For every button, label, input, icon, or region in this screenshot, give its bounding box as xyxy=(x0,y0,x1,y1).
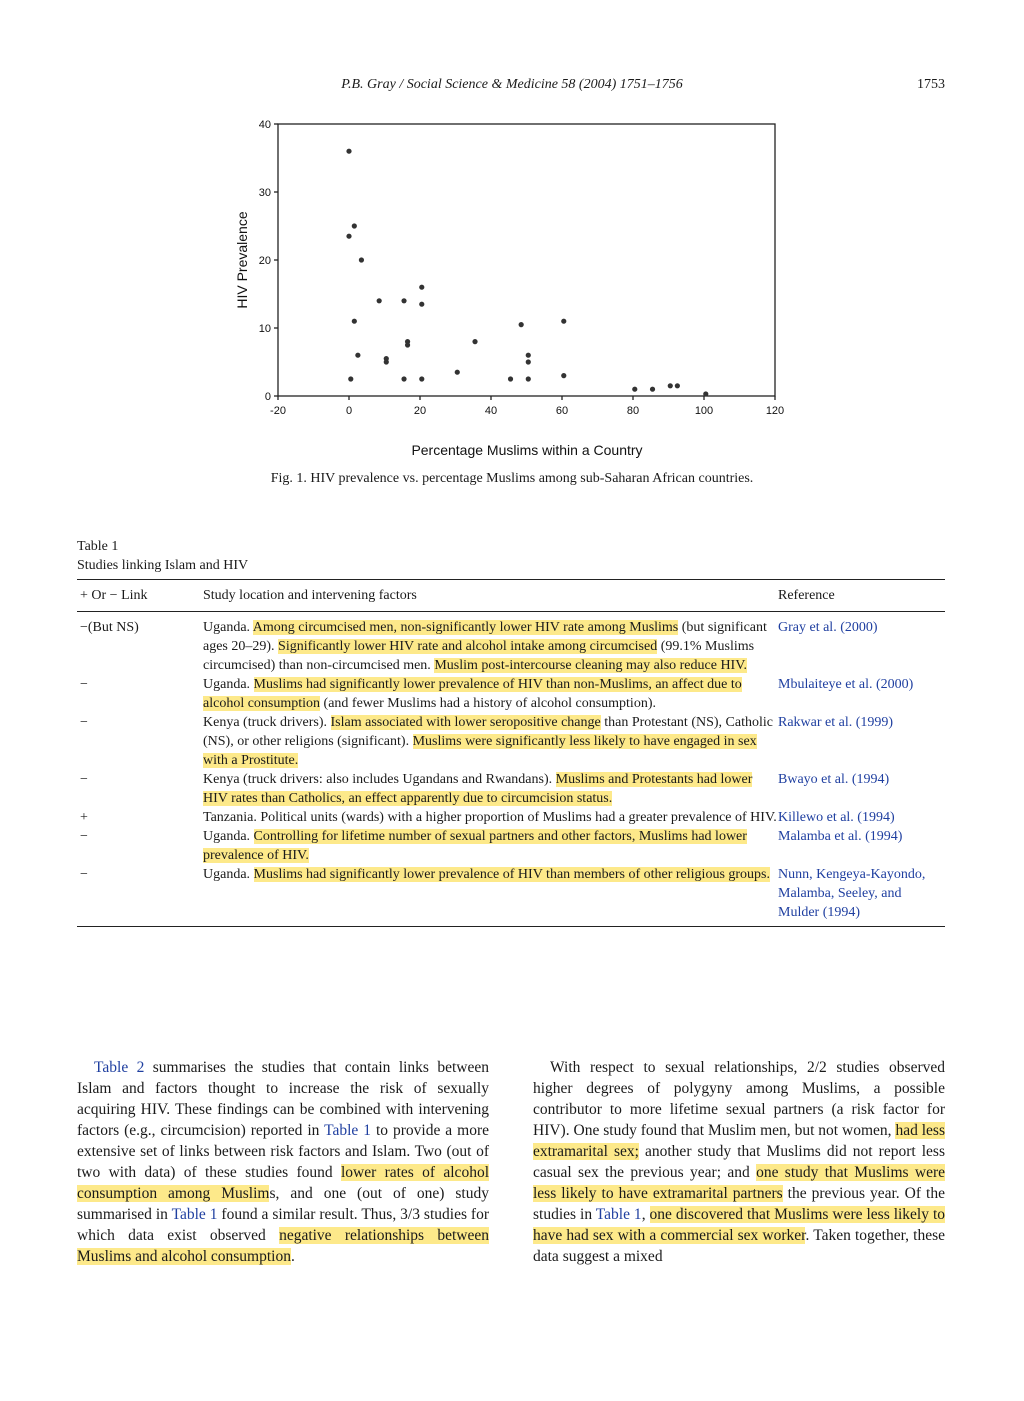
header-study: Study location and intervening factors xyxy=(203,580,778,612)
header-link: + Or − Link xyxy=(77,580,203,612)
studies-table-wrapper xyxy=(77,579,945,927)
data-point xyxy=(526,359,531,364)
y-tick-label: 30 xyxy=(258,187,271,199)
text-segment: Uganda. xyxy=(203,620,253,635)
text-segment: Uganda. xyxy=(203,677,254,692)
table-number: Table 1 xyxy=(77,539,119,554)
data-point xyxy=(526,376,531,381)
x-tick-label: 20 xyxy=(413,405,427,417)
data-point xyxy=(346,149,351,154)
study-description-cell xyxy=(203,675,778,713)
text-segment: (but significant ages 20–29). xyxy=(203,620,767,654)
data-point xyxy=(472,339,477,344)
page-number: 1753 xyxy=(917,77,945,92)
text-segment: . Taken together, these data suggest a mixed xyxy=(533,1227,945,1265)
x-tick-label: 80 xyxy=(626,405,640,417)
text-segment: to provide a more extensive set of links between risk factors and Islam. Two (out of two with data) of these studies found xyxy=(77,1122,489,1181)
link-direction-cell: − xyxy=(80,829,88,844)
table-reference-link[interactable]: Table 1 xyxy=(324,1122,371,1139)
reference-link[interactable]: Gray et al. (2000) xyxy=(778,620,878,635)
text-segment: Kenya (truck drivers). xyxy=(203,715,331,730)
link-direction-cell: −(But NS) xyxy=(80,620,139,635)
text-segment: Kenya (truck drivers: also includes Ugandans and Rwandans). xyxy=(203,772,556,787)
highlighted-text: negative relationships between Muslims and alcohol consumption xyxy=(77,1227,489,1265)
link-direction-cell: − xyxy=(80,677,88,692)
data-point xyxy=(401,298,406,303)
text-segment: , xyxy=(641,1206,650,1223)
header-reference: Reference xyxy=(778,580,945,612)
table-row xyxy=(77,827,945,865)
link-direction-cell: − xyxy=(80,772,88,787)
x-tick-label: 40 xyxy=(484,405,498,417)
text-segment: . xyxy=(290,1248,295,1265)
y-tick-label: 0 xyxy=(264,391,271,403)
journal-citation: P.B. Gray / Social Science & Medicine 58 (2004) 1751–1756 xyxy=(341,77,683,92)
table-title: Studies linking Islam and HIV xyxy=(77,558,249,573)
data-point xyxy=(377,298,382,303)
x-axis-ticks xyxy=(270,396,784,417)
highlighted-text: one study that Muslims were less likely to have extramarital partners xyxy=(533,1164,946,1202)
table-header-row xyxy=(77,580,945,612)
y-tick-label: 10 xyxy=(258,323,271,335)
data-point xyxy=(401,376,406,381)
table-heading xyxy=(77,537,248,575)
highlighted-text: Muslims had significantly lower prevalence of HIV than non-Muslims, an affect due to alcohol consumption xyxy=(203,677,742,711)
data-point xyxy=(526,353,531,358)
text-segment: Uganda. xyxy=(203,867,254,882)
scatter-chart xyxy=(228,110,808,460)
highlighted-text: Muslims were significantly less likely to have engaged in sex with a Prostitute. xyxy=(203,734,757,768)
table-row xyxy=(77,713,945,770)
study-description-cell xyxy=(203,770,778,808)
x-tick-label: 100 xyxy=(694,405,714,417)
text-segment: (and fewer Muslims had a history of alcohol consumption). xyxy=(320,696,656,711)
data-point xyxy=(632,387,637,392)
data-points xyxy=(346,149,708,397)
reference-link[interactable]: Rakwar et al. (1999) xyxy=(778,715,894,730)
data-point xyxy=(359,257,364,262)
data-point xyxy=(455,370,460,375)
data-point xyxy=(519,322,524,327)
y-tick-label: 20 xyxy=(258,255,271,267)
study-description-cell xyxy=(203,827,778,865)
x-tick-label: 60 xyxy=(555,405,569,417)
table-row xyxy=(77,808,945,827)
highlighted-text: Significantly lower HIV rate and alcohol intake among circumcised xyxy=(278,639,658,654)
study-description-cell xyxy=(203,808,778,827)
y-tick-label: 40 xyxy=(258,119,271,131)
table-row xyxy=(77,865,945,927)
data-point xyxy=(561,319,566,324)
text-segment: Tanzania. Political units (wards) with a higher proportion of Muslims had a greater prevalence of HIV. xyxy=(203,810,777,825)
highlighted-text: one discovered that Muslims were less likely to have had sex with a commercial sex worker xyxy=(533,1206,946,1244)
data-point xyxy=(352,319,357,324)
highlighted-text: Controlling for lifetime number of sexual partners and other factors, Muslims had lower prevalence of HIV. xyxy=(203,829,747,863)
data-point xyxy=(419,285,424,290)
data-point xyxy=(352,223,357,228)
figure-caption: Fig. 1. HIV prevalence vs. percentage Muslims among sub-Saharan African countries. xyxy=(270,471,754,486)
data-point xyxy=(419,376,424,381)
study-description-cell xyxy=(203,865,778,927)
x-tick-label: -20 xyxy=(270,405,286,417)
highlighted-text: lower rates of alcohol consumption among Muslim xyxy=(77,1164,489,1202)
text-segment: (99.1% Muslims circumcised) than non-circumcised men. xyxy=(203,639,755,673)
highlighted-text: Muslim post-intercourse cleaning may also reduce HIV. xyxy=(434,658,748,673)
text-segment: With respect to sexual relationships, 2/2 studies observed higher degrees of polygyny among Muslims, a possible contributor to more lifetime sexual partners (a risk factor for HIV). One study found that Muslim men, but not women, xyxy=(533,1059,945,1139)
studies-table xyxy=(77,579,945,927)
data-point xyxy=(668,383,673,388)
table-reference-link[interactable]: Table 2 xyxy=(94,1059,145,1076)
x-axis-label: Percentage Muslims within a Country xyxy=(411,442,643,458)
data-point xyxy=(405,342,410,347)
text-segment: another study that Muslims did not report less casual sex the previous year; and xyxy=(533,1143,945,1181)
data-point xyxy=(703,391,708,396)
text-segment: than Protestant (NS), Catholic (NS), or other religions (significant). xyxy=(203,715,773,749)
table-reference-link[interactable]: Table 1 xyxy=(171,1206,218,1223)
x-tick-label: 0 xyxy=(345,405,353,417)
link-direction-cell: − xyxy=(77,865,203,927)
highlighted-text: Muslims had significantly lower prevalence of HIV than members of other religious groups. xyxy=(253,867,771,882)
text-segment: Uganda. xyxy=(203,829,254,844)
study-description-cell xyxy=(203,713,778,770)
body-column-right xyxy=(533,1057,945,1267)
text-segment: s, and one (out of one) study summarised in xyxy=(77,1185,489,1223)
reference-link[interactable]: Mbulaiteye et al. (2000) xyxy=(778,677,914,692)
data-point xyxy=(384,359,389,364)
reference-link[interactable]: Nunn, Kengeya-Kayondo, Malamba, Seeley, and Mulder (1994) xyxy=(778,865,945,927)
link-direction-cell: − xyxy=(80,715,88,730)
data-point xyxy=(508,376,513,381)
y-axis-label: HIV Prevalence xyxy=(234,211,250,309)
highlighted-text: Among circumcised men, non-significantly lower HIV rate among Muslims xyxy=(252,620,679,635)
y-axis-ticks xyxy=(259,119,278,403)
highlighted-text: had less extramarital sex; xyxy=(533,1122,945,1160)
study-description-cell xyxy=(203,612,778,676)
table-row xyxy=(77,675,945,713)
paragraph xyxy=(533,1057,945,1267)
data-point xyxy=(348,376,353,381)
body-column-left xyxy=(77,1057,489,1267)
reference-link[interactable]: Bwayo et al. (1994) xyxy=(778,772,890,787)
running-head xyxy=(0,77,1024,97)
text-segment: summarises the studies that contain links between Islam and factors thought to increase the risk of sexually acquiring HIV. These findings can be combined with intervening factors (e.g., circumcision) reported in xyxy=(77,1059,490,1139)
reference-link[interactable]: Killewo et al. (1994) xyxy=(778,810,895,825)
reference-link[interactable]: Malamba et al. (1994) xyxy=(778,829,903,844)
data-point xyxy=(355,353,360,358)
data-point xyxy=(650,387,655,392)
x-tick-label: 120 xyxy=(765,405,785,417)
table-reference-link[interactable]: Table 1 xyxy=(595,1206,642,1223)
table-row xyxy=(77,612,945,676)
data-point xyxy=(346,234,351,239)
table-row xyxy=(77,770,945,808)
data-point xyxy=(561,373,566,378)
data-point xyxy=(419,302,424,307)
paragraph xyxy=(77,1057,489,1267)
text-segment: the previous year. Of the studies in xyxy=(533,1185,945,1223)
data-point xyxy=(675,383,680,388)
highlighted-text: Islam associated with lower seropositive change xyxy=(330,715,601,730)
figure-1 xyxy=(228,110,808,460)
highlighted-text: Muslims and Protestants had lower HIV rates than Catholics, an effect apparently due to circumcision status. xyxy=(203,772,753,806)
link-direction-cell: + xyxy=(80,810,88,825)
text-segment: found a similar result. Thus, 3/3 studies for which data exist observed xyxy=(77,1206,489,1244)
